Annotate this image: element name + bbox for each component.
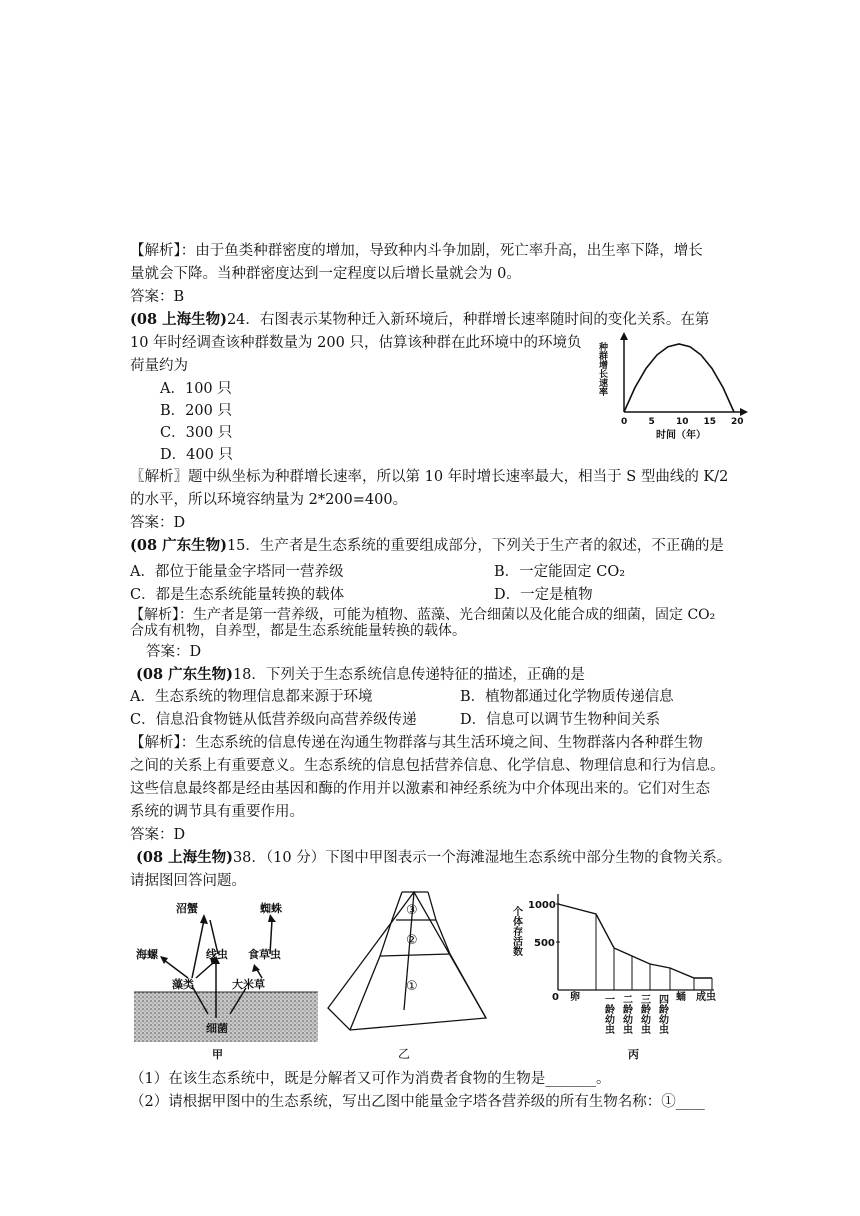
stage-label-adult: 成虫 bbox=[696, 992, 716, 1003]
y-axis-arrow bbox=[620, 332, 628, 340]
stage-label-4th-instar: 四龄幼虫 bbox=[656, 994, 668, 1034]
option-d: D．信息可以调节生物种间关系 bbox=[460, 712, 661, 728]
figure-caption: 甲 bbox=[212, 1048, 223, 1061]
option-b: B．植物都通过化学物质传递信息 bbox=[460, 689, 674, 705]
question-24-stem-line: 10 年时经调查该种群数量为 200 只，估算该种群在此环境中的环境负 bbox=[130, 335, 582, 351]
question-38-stem-line: 请据图回答问题。 bbox=[130, 873, 246, 889]
organism-label-spartina: 大米草 bbox=[232, 978, 265, 991]
option-b: B．一定能固定 CO₂ bbox=[494, 564, 626, 580]
question-24-stem: (08 上海生物)24．右图表示某物种迁入新环境后，种群增长速率随时间的变化关系。在第 bbox=[130, 311, 710, 328]
sub-question-1: （1）在该生态系统中，既是分解者又可作为消费者食物的生物是_______。 bbox=[130, 1071, 611, 1087]
stage-label-2nd-instar: 二龄幼虫 bbox=[620, 994, 632, 1034]
y-tick-500: 500 bbox=[534, 938, 555, 949]
x-origin-label: 0 bbox=[552, 992, 559, 1003]
sub-question-2: （2）请根据甲图中的生态系统，写出乙图中能量金字塔各营养级的所有生物名称：①____ bbox=[130, 1094, 705, 1110]
figure-caption: 乙 bbox=[398, 1047, 411, 1061]
analysis-text: 之间的关系上有重要意义。生态系统的信息包括营养信息、化学信息、物理信息和行为信息。 bbox=[130, 758, 725, 774]
y-axis-label: 个体存活数 bbox=[510, 906, 522, 956]
option-d: D．一定是植物 bbox=[494, 587, 593, 603]
answer-text: 答案：D bbox=[146, 644, 202, 660]
question-38-stem: (08 上海生物)38．（10 分）下图中甲图表示一个海滩湿地生态系统中部分生物的食物关系。 bbox=[136, 849, 732, 866]
x-tick-label: 10 bbox=[676, 417, 689, 427]
question-source: (08 广东生物) bbox=[136, 666, 233, 683]
question-15-stem: (08 广东生物)15．生产者是生态系统的重要组成部分，下列关于生产者的叙述，不正确的是 bbox=[130, 537, 724, 554]
option-d: D．400 只 bbox=[160, 447, 233, 463]
organism-label-herbivore-insect: 食草虫 bbox=[248, 948, 281, 961]
analysis-text: 【解析】：生产者是第一营养级，可能为植物、蓝藻、光合细菌以及化能合成的细菌，固定 CO₂ bbox=[130, 607, 716, 623]
x-tick-label: 5 bbox=[648, 417, 655, 427]
survivorship-figure bbox=[508, 886, 728, 1064]
analysis-text: 量就会下降。当种群密度达到一定程度以后增长量就会为 0。 bbox=[130, 266, 521, 282]
question-source: (08 上海生物) bbox=[130, 311, 227, 328]
option-a: A．100 只 bbox=[160, 381, 232, 397]
option-a: A．生态系统的物理信息都来源于环境 bbox=[130, 689, 373, 705]
organism-label-sea-snail: 海螺 bbox=[136, 948, 158, 961]
stage-label-3rd-instar: 三龄幼虫 bbox=[638, 994, 650, 1034]
x-axis-arrow bbox=[740, 408, 748, 416]
option-a: A．都位于能量金字塔同一营养级 bbox=[130, 564, 344, 580]
growth-rate-chart bbox=[594, 330, 754, 446]
pyramid-level-1: ① bbox=[406, 979, 418, 994]
question-24-stem-line: 荷量约为 bbox=[130, 358, 188, 374]
organism-label-algae: 藻类 bbox=[172, 978, 194, 991]
analysis-text: 的水平，所以环境容纳量为 2*200=400。 bbox=[130, 492, 408, 508]
question-source: (08 上海生物) bbox=[136, 849, 233, 866]
x-tick-label: 20 bbox=[731, 417, 744, 427]
stage-label-pupa: 蛹 bbox=[676, 992, 686, 1003]
x-tick-label: 0 bbox=[621, 417, 628, 427]
survivorship-curve bbox=[558, 904, 712, 978]
analysis-text: 这些信息最终都是经由基因和酶的作用并以激素和神经系统为中介体现出来的。它们对生态 bbox=[130, 781, 710, 797]
question-source: (08 广东生物) bbox=[130, 537, 227, 554]
organism-label-nematode: 线虫 bbox=[206, 948, 228, 961]
analysis-text: 合成有机物，自养型，都是生态系统能量转换的载体。 bbox=[130, 623, 466, 639]
x-tick-label: 15 bbox=[703, 417, 717, 427]
option-b: B．200 只 bbox=[160, 403, 232, 419]
organism-label-spider: 蜘蛛 bbox=[260, 902, 282, 915]
x-axis-label: 时间（年） bbox=[656, 430, 706, 441]
stage-label-1st-instar: 一龄幼虫 bbox=[602, 994, 614, 1034]
growth-curve bbox=[624, 344, 734, 412]
option-c: C．300 只 bbox=[160, 425, 233, 441]
analysis-text: 【解析】：由于鱼类种群密度的增加，导致种内斗争加剧，死亡率升高，出生率下降，增长 bbox=[130, 243, 703, 259]
stage-label-egg: 卵 bbox=[570, 992, 580, 1003]
energy-pyramid-figure bbox=[324, 886, 494, 1064]
y-tick-1000: 1000 bbox=[528, 900, 556, 911]
organism-label-shen-xie: 沼蟹 bbox=[176, 902, 198, 915]
y-axis-label: 种群增长速率 bbox=[597, 342, 607, 396]
answer-text: 答案：D bbox=[130, 515, 186, 531]
answer-text: 答案：B bbox=[130, 289, 185, 305]
analysis-text: 系统的调节具有重要作用。 bbox=[130, 804, 304, 820]
answer-text: 答案：D bbox=[130, 827, 186, 843]
pyramid-level-2: ② bbox=[406, 933, 418, 948]
organism-label-bacteria: 细菌 bbox=[206, 1022, 228, 1035]
option-c: C．都是生态系统能量转换的载体 bbox=[130, 587, 345, 603]
food-web-figure bbox=[130, 896, 320, 1062]
question-18-stem: (08 广东生物)18．下列关于生态系统信息传递特征的描述，正确的是 bbox=[136, 666, 585, 683]
figure-caption: 丙 bbox=[628, 1048, 639, 1061]
analysis-text: 【解析】：生态系统的信息传递在沟通生物群落与其生活环境之间、生物群落内各种群生物 bbox=[130, 735, 703, 751]
pyramid-level-3: ③ bbox=[406, 903, 418, 918]
analysis-text: 〖解析〗题中纵坐标为种群增长速率，所以第 10 年时增长速率最大，相当于 S 型曲线的 K/2 bbox=[130, 469, 729, 485]
option-c: C．信息沿食物链从低营养级向高营养级传递 bbox=[130, 712, 417, 728]
